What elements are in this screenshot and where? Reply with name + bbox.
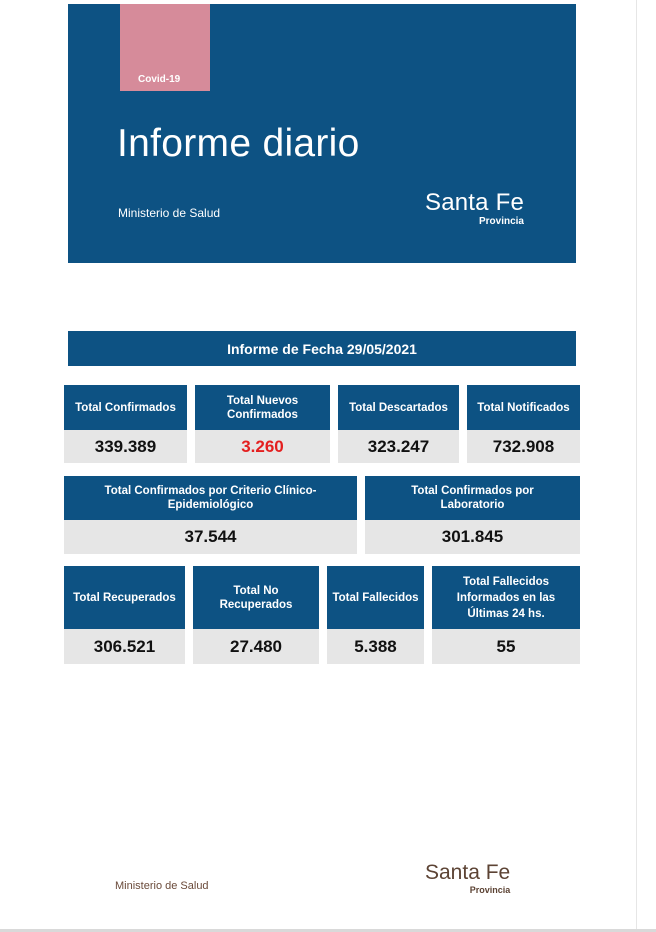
stat-value: 306.521	[64, 629, 185, 664]
stat-value: 732.908	[467, 430, 580, 463]
stat-card-confirmados-laboratorio	[365, 476, 580, 554]
stat-label: Total Confirmados por Laboratorio	[365, 476, 580, 520]
footer-ministry: Ministerio de Salud	[115, 880, 209, 892]
santa-fe-logo	[425, 190, 524, 228]
stat-card-total-fallecidos	[327, 566, 424, 664]
report-date-bar: Informe de Fecha 29/05/2021	[68, 331, 576, 366]
stat-value: 37.544	[64, 520, 357, 554]
stat-value: 3.260	[195, 430, 330, 463]
stat-label: Total Fallecidos	[327, 566, 424, 629]
stat-label: Total Recuperados	[64, 566, 185, 629]
stat-label: Total No Recuperados	[193, 566, 319, 629]
stat-value: 301.845	[365, 520, 580, 554]
stat-label: Total Nuevos Confirmados	[195, 385, 330, 430]
covid-tag	[120, 4, 210, 91]
stat-label: Total Confirmados por Criterio Clínico-Epidemiológico	[64, 476, 357, 520]
stat-value: 323.247	[338, 430, 459, 463]
stat-card-fallecidos-24hs	[432, 566, 580, 664]
stat-label: Total Descartados	[338, 385, 459, 430]
brand-name: Santa Fe	[425, 189, 524, 216]
page-edge	[636, 0, 637, 932]
stat-value: 27.480	[193, 629, 319, 664]
stat-card-total-no-recuperados	[193, 566, 319, 664]
stat-card-total-descartados	[338, 385, 459, 463]
stat-card-total-recuperados	[64, 566, 185, 664]
stat-card-total-nuevos-confirmados	[195, 385, 330, 463]
footer-brand-name: Santa Fe	[425, 861, 511, 884]
footer-santa-fe-logo	[425, 861, 510, 895]
stat-label: Total Fallecidos Informados en las Últimas 24 hs.	[432, 566, 580, 629]
footer-brand-sub: Provincia	[469, 885, 511, 895]
stat-value: 339.389	[64, 430, 187, 463]
covid-tag-label: Covid-19	[138, 74, 181, 85]
cover-ministry: Ministerio de Salud	[118, 206, 221, 220]
stat-value: 5.388	[327, 629, 424, 664]
stat-label: Total Confirmados	[64, 385, 187, 430]
cover-title: Informe diario	[117, 122, 360, 165]
stat-card-confirmados-clinico	[64, 476, 357, 554]
stat-card-total-confirmados	[64, 385, 187, 463]
stat-label: Total Notificados	[467, 385, 580, 430]
stat-card-total-notificados	[467, 385, 580, 463]
stat-value: 55	[432, 629, 580, 664]
brand-sub: Provincia	[478, 216, 524, 227]
cover-banner	[68, 4, 576, 263]
